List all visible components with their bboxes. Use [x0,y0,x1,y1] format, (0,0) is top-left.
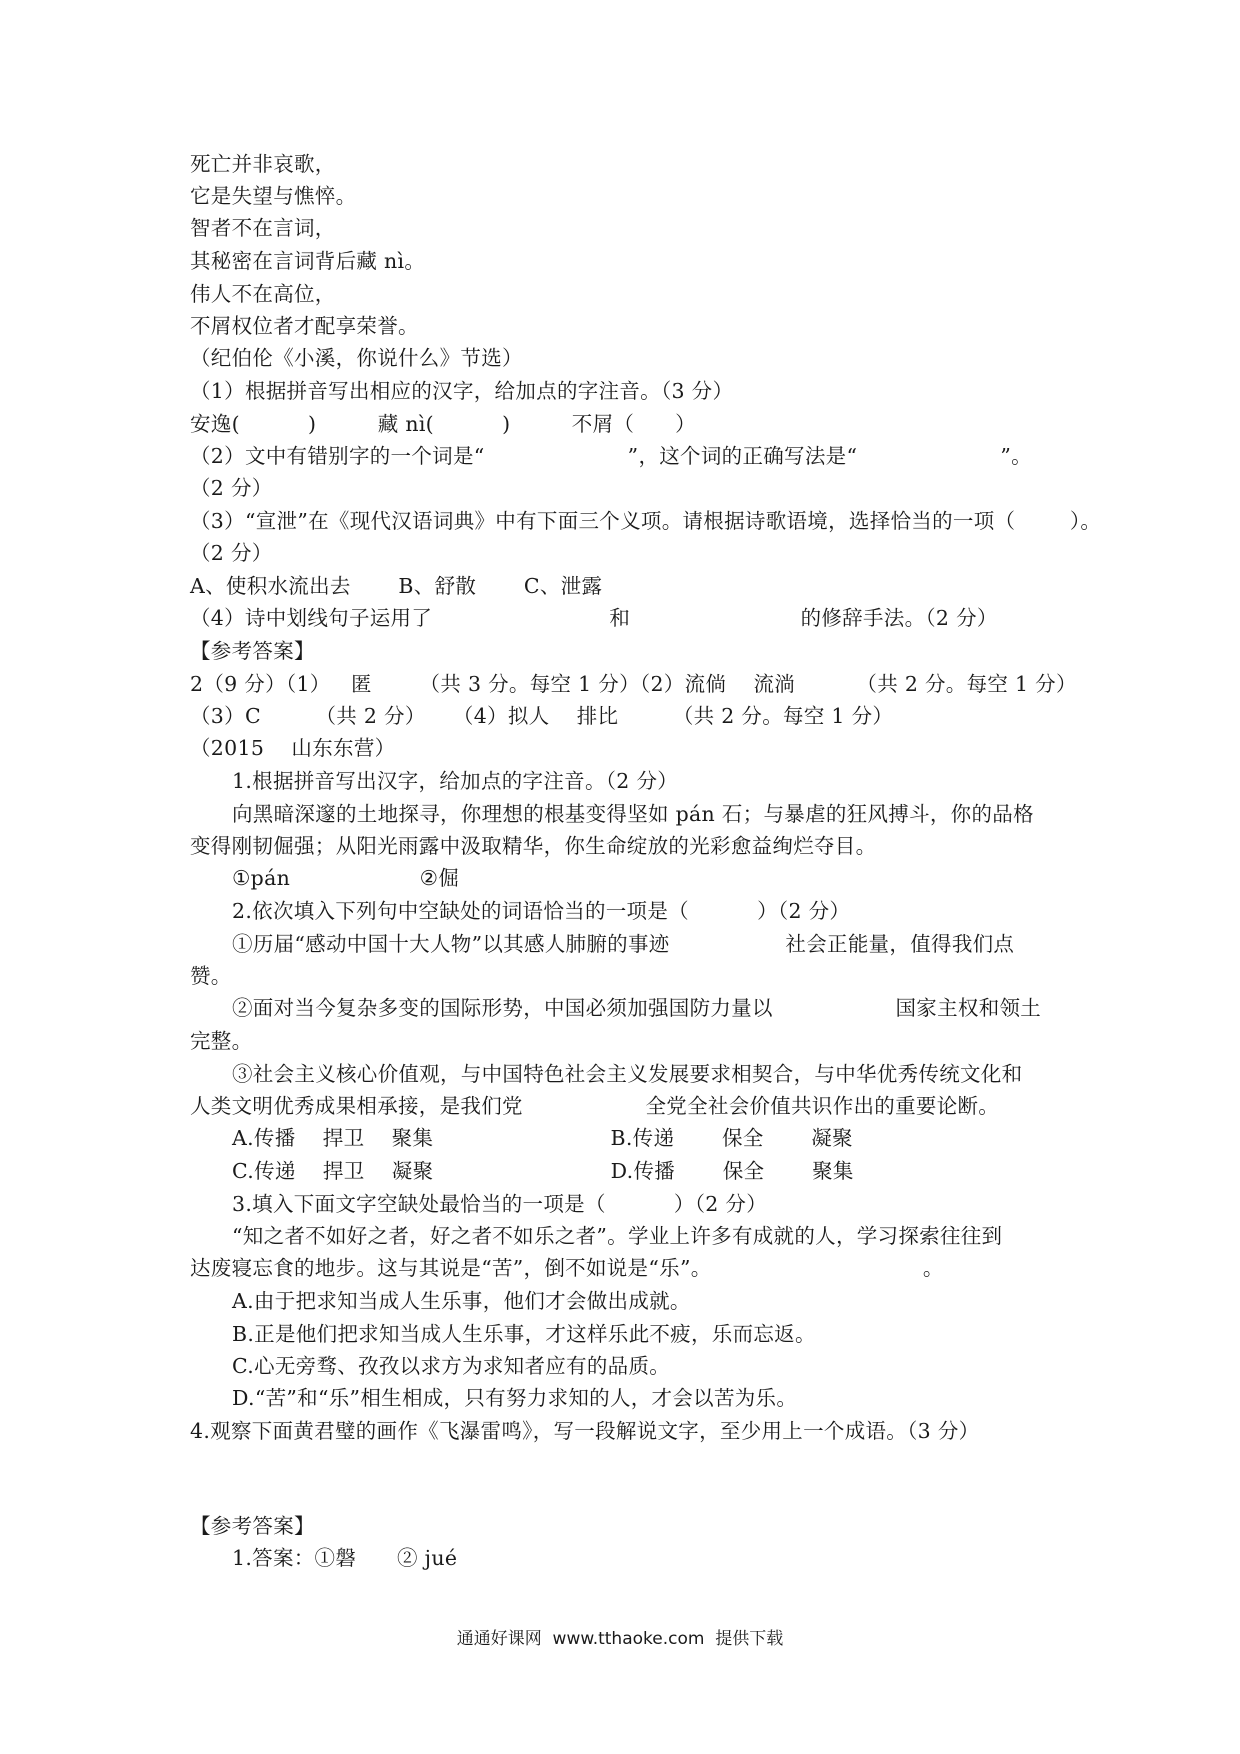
item-1-question: 1.根据拼音写出汉字，给加点的字注音。（2 分） [232,769,679,793]
question-1: （1）根据拼音写出相应的汉字，给加点的字注音。（3 分） [190,379,734,403]
poem-line-4: 其秘密在言词背后藏 nì。 [190,249,426,273]
item-2-options-cd: C.传递 捍卫 凝聚 D.传播 保全 聚集 [232,1159,854,1183]
answer-heading-2: 【参考答案】 [190,1514,315,1538]
item-2-sentence-2: ②面对当今复杂多变的国际形势，中国必须加强国防力量以 国家主权和领土 [232,996,1042,1020]
poem-source: （纪伯伦《小溪，你说什么》节选） [190,346,523,370]
item-2-sentence-1: ①历届“感动中国十大人物”以其感人肺腑的事迹 社会正能量，值得我们点 [232,932,1015,956]
item-1-passage-2: 变得刚韧倔强；从阳光雨露中汲取精华，你生命绽放的光彩愈益绚烂夺目。 [190,834,877,858]
answer-heading: 【参考答案】 [190,639,315,663]
item-3-option-c: C.心无旁骛、孜孜以求方为求知者应有的品质。 [232,1354,671,1378]
item-3-passage-1: “知之者不如好之者，好之者不如乐之者”。学业上许多有成就的人，学习探索往往到 [232,1224,1003,1248]
poem-line-2: 它是失望与憔悴。 [190,184,357,208]
item-4-question: 4.观察下面黄君璧的画作《飞瀑雷鸣》，写一段解说文字，至少用上一个成语。（3 分） [190,1419,980,1443]
item-3-option-a: A.由于把求知当成人生乐事，他们才会做出成就。 [232,1289,691,1313]
item-2-sentence-1-cont: 赞。 [190,964,232,988]
question-4: （4）诗中划线句子运用了 和 的修辞手法。（2 分） [190,606,998,630]
question-2: （2）文中有错别字的一个词是“ ”，这个词的正确写法是“ ”。 [190,444,1032,468]
item-3-question: 3.填入下面文字空缺处最恰当的一项是（ ）（2 分） [232,1192,768,1216]
answer-line-1: 2（9 分）（1） 匿 （共 3 分。每空 1 分）（2）流倘 流淌 （共 2 分。每空 1 分） [190,672,1077,696]
item-2-sentence-3: ③社会主义核心价值观，与中国特色社会主义发展要求相契合，与中华优秀传统文化和 [232,1062,1023,1086]
item-1-passage-1: 向黑暗深邃的土地探寻，你理想的根基变得坚如 pán 石；与暴虐的狂风搏斗，你的品格 [232,802,1034,826]
item-2-question: 2.依次填入下列句中空缺处的词语恰当的一项是（ ）（2 分） [232,899,851,923]
poem-line-6: 不屑权位者才配享荣誉。 [190,314,419,338]
item-3-option-d: D.“苦”和“乐”相生相成，只有努力求知的人，才会以苦为乐。 [232,1386,798,1410]
question-2-score: （2 分） [190,476,273,500]
item-3-option-b: B.正是他们把求知当成人生乐事，才这样乐此不疲，乐而忘返。 [232,1322,816,1346]
item-1-blanks: ①pán ②倔 [232,866,460,890]
question-3-options: A、使积水流出去 B、舒散 C、泄露 [190,574,603,598]
question-3: （3）“宣泄”在《现代汉语词典》中有下面三个义项。请根据诗歌语境，选择恰当的一项（ ）。 [190,509,1102,533]
question-1-blanks: 安逸( ) 藏 nì( ) 不屑（ ） [190,412,696,436]
item-2-sentence-2-cont: 完整。 [190,1029,253,1053]
answer-item-1: 1.答案：①磐 ② jué [232,1546,458,1570]
item-3-passage-2: 达废寝忘食的地步。这与其说是“苦”，倒不如说是“乐”。 。 [190,1256,944,1280]
question-3-score: （2 分） [190,541,273,565]
poem-line-3: 智者不在言词， [190,216,336,240]
page-footer: 通通好课网 www.tthaoke.com 提供下载 [456,1629,784,1649]
item-2-options-ab: A.传播 捍卫 聚集 B.传递 保全 凝聚 [232,1126,853,1150]
answer-line-2: （3）C （共 2 分） （4）拟人 排比 （共 2 分。每空 1 分） [190,704,894,728]
poem-line-5: 伟人不在高位， [190,282,336,306]
item-2-sentence-3-cont: 人类文明优秀成果相承接，是我们党 全党全社会价值共识作出的重要论断。 [190,1094,1000,1118]
poem-line-1: 死亡并非哀歌， [190,152,336,176]
source-heading: （2015 山东东营） [190,736,396,760]
